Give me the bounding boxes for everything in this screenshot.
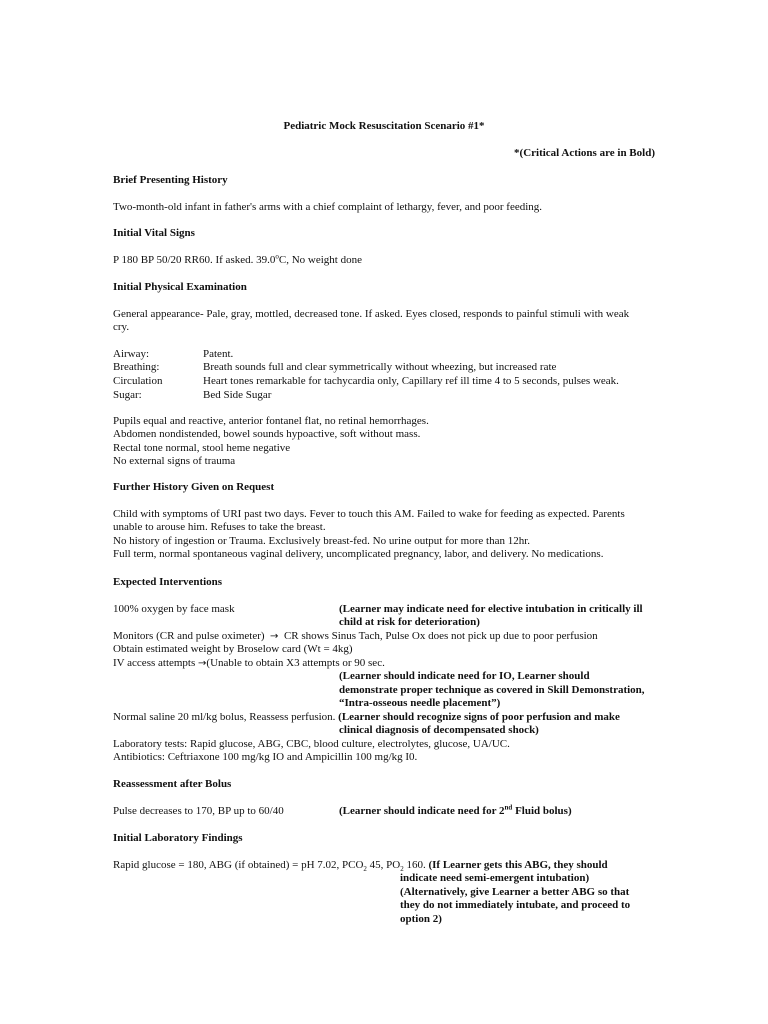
labs-line: Laboratory tests: Rapid glucose, ABG, CBC, blood culture, electrolytes, glucose, UA/UC. [113, 738, 510, 750]
finding-line: Abdomen nondistended, bowel sounds hypoactive, soft without mass. [113, 428, 421, 440]
lab-note-line4: they do not immediately intubate, and proceed to [400, 899, 631, 911]
lab-text: 45, PO [366, 859, 401, 871]
further-history-line: No history of ingestion or Trauma. Exclusively breast-fed. No urine output for more than 12hr. [113, 535, 531, 547]
iv-access-text: IV access attempts [113, 657, 196, 669]
right-arrow-icon: → [270, 631, 279, 642]
further-history-line: Full term, normal spontaneous vaginal delivery, uncomplicated pregnancy, labor, and delivery. No medications. [113, 548, 604, 560]
general-appearance-line1: General appearance- Pale, gray, mottled, decreased tone. If asked. Eyes closed, responds to painful stimuli with weak [113, 308, 630, 320]
lab-text: Rapid glucose = 180, ABG (if obtained) = pH 7.02, PCO [113, 859, 364, 871]
reassessment-note-end: Fluid bolus) [512, 805, 572, 817]
physical-exam-heading: Initial Physical Examination [113, 281, 247, 293]
finding-line: Pupils equal and reactive, anterior fontanel flat, no retinal hemorrhages. [113, 415, 429, 427]
finding-line: Rectal tone normal, stool heme negative [113, 442, 291, 454]
system-label: Circulation [113, 375, 163, 387]
system-label: Sugar: [113, 389, 142, 401]
vital-signs-main: P 180 BP 50/20 RR60. If asked. 39.0 [113, 254, 276, 266]
weight-line: Obtain estimated weight by Broselow card (Wt = 4kg) [113, 643, 353, 655]
system-row-circulation [113, 375, 619, 389]
saline-line [113, 711, 620, 725]
saline-note-line2: clinical diagnosis of decompensated shock) [339, 724, 539, 736]
lab-note-line5: option 2) [400, 913, 442, 925]
right-arrow-icon: → [198, 658, 207, 669]
saline-text: Normal saline 20 ml/kg bolus, Reassess perfusion. [113, 711, 339, 723]
vital-signs-end: C, No weight done [278, 254, 362, 266]
further-history-heading: Further History Given on Request [113, 481, 275, 493]
further-history-line: Child with symptoms of URI past two days. Fever to touch this AM. Failed to wake for feeding as expected. Parents [113, 508, 625, 520]
lab-note-line3: (Alternatively, give Learner a better ABG so that [400, 886, 630, 898]
monitors-result: CR shows Sinus Tach, Pulse Ox does not pick up due to poor perfusion [283, 630, 598, 642]
reassessment-text: Pulse decreases to 170, BP up to 60/40 [113, 805, 284, 817]
further-history-line: unable to arouse him. Refuses to take the breast. [113, 521, 326, 533]
antibiotics-line: Antibiotics: Ceftriaxone 100 mg/kg IO and Ampicillin 100 mg/kg I0. [113, 751, 418, 763]
io-note-line3: “Intra-osseous needle placement”) [339, 697, 501, 709]
monitors-text: Monitors (CR and pulse oximeter) [113, 630, 265, 642]
system-value: Heart tones remarkable for tachycardia only, Capillary ref ill time 4 to 5 seconds, pulses weak. [203, 375, 619, 387]
finding-line: No external signs of trauma [113, 455, 236, 467]
brief-history-heading: Brief Presenting History [113, 174, 228, 186]
lab-findings-line [113, 859, 608, 873]
system-row-sugar [113, 389, 271, 403]
system-label: Breathing: [113, 361, 160, 373]
vital-signs-heading: Initial Vital Signs [113, 227, 195, 239]
lab-note-line2: indicate need semi-emergent intubation) [400, 872, 590, 884]
subscript: 2 [400, 865, 404, 874]
oxygen-note-line2: child at risk for deterioration) [339, 616, 480, 628]
system-value: Breath sounds full and clear symmetrically without wheezing, but increased rate [203, 361, 557, 373]
system-value: Patent. [203, 348, 234, 360]
system-label: Airway: [113, 348, 150, 360]
system-row-airway [113, 348, 233, 362]
iv-access-line [113, 657, 385, 671]
subscript: 2 [363, 865, 367, 874]
reassessment-heading: Reassessment after Bolus [113, 778, 232, 790]
system-row-breathing [113, 361, 556, 375]
system-value: Bed Side Sugar [203, 389, 272, 401]
reassessment-note-text: (Learner should indicate need for 2 [339, 805, 505, 817]
degree-symbol: o [275, 252, 279, 261]
reassessment-note [339, 805, 572, 819]
saline-note-line1: (Learner should recognize signs of poor perfusion and make [338, 711, 620, 723]
brief-history-text: Two-month-old infant in father's arms with a chief complaint of lethargy, fever, and poor feeding. [113, 201, 543, 213]
oxygen-note-line1: (Learner may indicate need for elective intubation in critically ill [339, 603, 643, 615]
interventions-heading: Expected Interventions [113, 576, 223, 588]
lab-note-line1: (If Learner gets this ABG, they should [428, 859, 608, 871]
document-title: Pediatric Mock Resuscitation Scenario #1* [283, 120, 485, 132]
io-note-line1: (Learner should indicate need for IO, Learner should [339, 670, 590, 682]
iv-access-result: (Unable to obtain X3 attempts or 90 sec. [206, 657, 385, 669]
lab-text: 160. [403, 859, 429, 871]
ordinal-suffix: nd [504, 803, 513, 812]
oxygen-intervention: 100% oxygen by face mask [113, 603, 235, 615]
lab-findings-heading: Initial Laboratory Findings [113, 832, 243, 844]
vital-signs-text [113, 254, 362, 268]
monitors-line [113, 630, 598, 644]
io-note-line2: demonstrate proper technique as covered in Skill Demonstration, [339, 684, 645, 696]
general-appearance-line2: cry. [113, 321, 130, 333]
critical-actions-note: *(Critical Actions are in Bold) [514, 147, 655, 159]
